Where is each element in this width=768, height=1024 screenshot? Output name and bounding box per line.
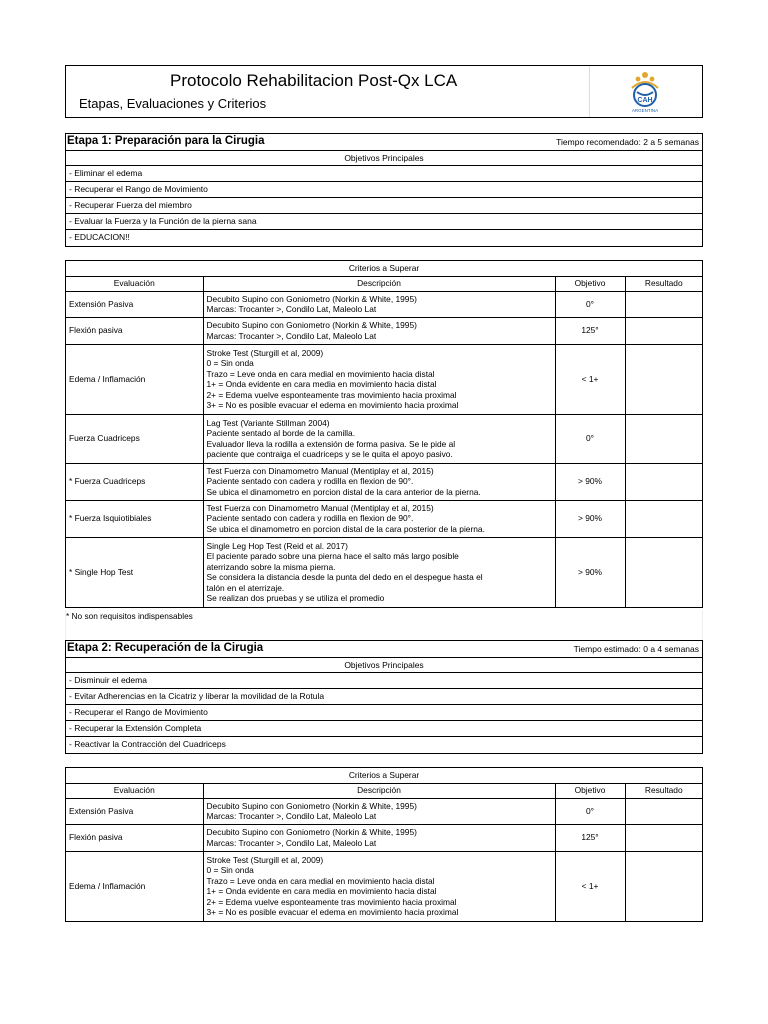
desc-cell: [203, 291, 555, 317]
desc-line: 0 = Sin onda: [206, 358, 254, 368]
desc-line: 3+ = No es posible evacuar el edema en movimiento hacia proximal: [206, 400, 459, 410]
objective-cell: < 1+: [555, 344, 625, 414]
stage1-objective-item: - Recuperar Fuerza del miembro: [66, 198, 702, 214]
result-cell[interactable]: [625, 291, 702, 317]
result-cell[interactable]: [625, 824, 702, 851]
eval-cell: Edema / Inflamación: [66, 344, 203, 414]
result-cell[interactable]: [625, 537, 702, 607]
table-header-row: [66, 276, 702, 291]
desc-cell: [203, 500, 555, 537]
stage2-title: Etapa 2: Recuperación de la Cirugia: [67, 642, 264, 654]
column-header: Evaluación: [66, 276, 203, 291]
table-row: [66, 344, 702, 414]
result-cell[interactable]: [625, 317, 702, 344]
desc-line: Decubito Supino con Goniometro (Norkin & White, 1995): [206, 800, 417, 811]
stage2-criteria-table: [66, 768, 702, 921]
column-header: Descripción: [203, 276, 555, 291]
column-header: Objetivo: [555, 783, 625, 798]
desc-cell: [203, 851, 555, 921]
desc-line: Decubito Supino con Goniometro (Norkin & White, 1995): [206, 320, 417, 330]
eval-cell: Extensión Pasiva: [66, 291, 203, 317]
column-header: Descripción: [203, 783, 555, 798]
desc-cell: [203, 414, 555, 463]
desc-line: Paciente sentado al borde de la camilla.: [206, 428, 356, 438]
desc-line: Paciente sentado con cadera y rodilla en flexion de 90°.: [206, 513, 414, 524]
stage1-title: Etapa 1: Preparación para la Cirugia: [67, 135, 265, 147]
logo-cell: [589, 66, 702, 117]
desc-line: Se considera la distancia desde la punta del dedo en el despegue hasta el: [206, 572, 483, 583]
stage1-header-row: [66, 134, 702, 151]
desc-cell: [203, 824, 555, 851]
desc-line: El paciente parado sobre una pierna hace el salto más largo posible: [206, 551, 459, 562]
table-row: [66, 500, 702, 537]
desc-line: aterrizando sobre la misma pierna.: [206, 561, 336, 572]
footnote: * No son requisitos indispensables: [66, 611, 193, 621]
column-header: Resultado: [625, 276, 702, 291]
desc-line: Evaluador lleva la rodilla a extensión de forma pasiva. Se le pide al: [206, 438, 456, 449]
objective-cell: > 90%: [555, 463, 625, 500]
desc-line: Se ubica el dinamometro en porcion distal de la cara posterior de la pierna.: [206, 523, 485, 534]
stage2-objective-item: - Recuperar la Extensión Completa: [66, 721, 702, 737]
table-row: [66, 798, 702, 824]
table-row: [66, 851, 702, 921]
desc-line: Decubito Supino con Goniometro (Norkin & White, 1995): [206, 293, 417, 304]
desc-line: Se realizan dos pruebas y se utiliza el promedio: [206, 593, 385, 604]
eval-cell: * Single Hop Test: [66, 537, 203, 607]
column-header: Evaluación: [66, 783, 203, 798]
eval-cell: Extensión Pasiva: [66, 798, 203, 824]
logo-subtext: ARGENTINA: [631, 108, 659, 113]
stage1-objective-item: - Eliminar el edema: [66, 166, 702, 182]
stage2-objective-item: - Disminuir el edema: [66, 673, 702, 689]
desc-cell: [203, 317, 555, 344]
stage1-objective-item: - Recuperar el Rango de Movimiento: [66, 182, 702, 198]
desc-line: Decubito Supino con Goniometro (Norkin & White, 1995): [206, 827, 417, 837]
desc-line: Marcas: Trocanter >, Condilo Lat, Maleolo Lat: [206, 811, 377, 821]
desc-line: 3+ = No es posible evacuar el edema en movimiento hacia proximal: [206, 907, 459, 918]
desc-line: 0 = Sin onda: [206, 865, 254, 876]
result-cell[interactable]: [625, 500, 702, 537]
stage2-criteria-block: [65, 767, 703, 922]
table-header-row: [66, 783, 702, 798]
result-cell[interactable]: [625, 798, 702, 824]
table-row: [66, 463, 702, 500]
desc-cell: [203, 344, 555, 414]
result-cell[interactable]: [625, 463, 702, 500]
desc-cell: [203, 798, 555, 824]
desc-line: Stroke Test (Sturgill et al, 2009): [206, 347, 324, 358]
stage2-objectives-header: Objetivos Principales: [66, 658, 702, 673]
desc-line: 1+ = Onda evidente en cara media en movimiento hacia distal: [206, 886, 437, 897]
table-row: [66, 291, 702, 317]
stage1-criteria-block: [65, 260, 703, 608]
desc-line: Se ubica el dinamometro en porcion distal de la cara anterior de la pierna.: [206, 486, 481, 497]
objective-cell: 0°: [555, 798, 625, 824]
objective-cell: 0°: [555, 414, 625, 463]
desc-line: 2+ = Edema vuelve esponteamente tras movimiento hacia proximal: [206, 896, 457, 907]
stage1-criteria-header: Criterios a Superar: [66, 261, 702, 276]
desc-line: Trazo = Leve onda en cara medial en movimiento hacia distal: [206, 875, 435, 886]
document-subtitle: Etapas, Evaluaciones y Criterios: [79, 96, 267, 111]
objective-cell: 125°: [555, 317, 625, 344]
desc-cell: [203, 463, 555, 500]
desc-cell: [203, 537, 555, 607]
desc-line: paciente que contraiga el cuadriceps y se le quita el apoyo pasivo.: [206, 449, 453, 459]
stage1-objectives-header: Objetivos Principales: [66, 151, 702, 166]
column-header: Resultado: [625, 783, 702, 798]
table-row: [66, 317, 702, 344]
stage2-objective-item: - Recuperar el Rango de Movimiento: [66, 705, 702, 721]
eval-cell: Flexión pasiva: [66, 317, 203, 344]
document-title: Protocolo Rehabilitacion Post-Qx LCA: [170, 71, 458, 90]
desc-line: Paciente sentado con cadera y rodilla en flexion de 90°.: [206, 476, 414, 487]
table-row: [66, 414, 702, 463]
table-row: [66, 537, 702, 607]
stage1-criteria-table: [66, 261, 702, 607]
desc-line: Stroke Test (Sturgill et al, 2009): [206, 854, 324, 865]
objective-cell: 0°: [555, 291, 625, 317]
desc-line: 1+ = Onda evidente en cara media en movimiento hacia distal: [206, 379, 437, 389]
stage2-header-row: [66, 641, 702, 658]
eval-cell: Fuerza Cuadriceps: [66, 414, 203, 463]
desc-line: Marcas: Trocanter >, Condilo Lat, Maleolo Lat: [206, 304, 377, 314]
stage1-objective-item: - Evaluar la Fuerza y la Función de la pierna sana: [66, 214, 702, 230]
document-header: [65, 65, 703, 118]
logo-text: CAH: [637, 97, 653, 104]
stage2-objectives-block: [65, 640, 703, 754]
eval-cell: * Fuerza Cuadriceps: [66, 463, 203, 500]
desc-line: talón en el aterrizaje.: [206, 582, 285, 593]
stage2-criteria-header: Criterios a Superar: [66, 768, 702, 783]
eval-cell: * Fuerza Isquiotibiales: [66, 500, 203, 537]
desc-line: Test Fuerza con Dinamometro Manual (Mentiplay et al, 2015): [206, 465, 434, 476]
table-row: [66, 824, 702, 851]
desc-line: Lag Test (Variante Stillman 2004): [206, 417, 330, 428]
objective-cell: 125°: [555, 824, 625, 851]
desc-line: 2+ = Edema vuelve esponteamente tras movimiento hacia proximal: [206, 389, 457, 400]
desc-line: Single Leg Hop Test (Reid et al. 2017): [206, 540, 348, 551]
desc-line: Test Fuerza con Dinamometro Manual (Mentiplay et al, 2015): [206, 502, 434, 513]
result-cell[interactable]: [625, 851, 702, 921]
objective-cell: > 90%: [555, 537, 625, 607]
objective-cell: > 90%: [555, 500, 625, 537]
eval-cell: Edema / Inflamación: [66, 851, 203, 921]
column-header: Objetivo: [555, 276, 625, 291]
desc-line: Marcas: Trocanter >, Condilo Lat, Maleolo Lat: [206, 330, 377, 341]
stage2-time: Tiempo estimado: 0 a 4 semanas: [573, 644, 699, 654]
stage2-objective-item: - Reactivar la Contracción del Cuadriceps: [69, 739, 226, 749]
stage1-objective-item: - EDUCACION!!: [69, 232, 130, 242]
stage2-objective-item: - Evitar Adherencias en la Cicatriz y liberar la movilidad de la Rotula: [66, 689, 702, 705]
cah-logo-icon: [628, 68, 662, 116]
stage1-objectives-block: [65, 133, 703, 247]
objective-cell: < 1+: [555, 851, 625, 921]
eval-cell: Flexión pasiva: [66, 824, 203, 851]
result-cell[interactable]: [625, 414, 702, 463]
result-cell[interactable]: [625, 344, 702, 414]
desc-line: Marcas: Trocanter >, Condilo Lat, Maleolo Lat: [206, 837, 377, 848]
stage1-time: Tiempo recomendado: 2 a 5 semanas: [556, 137, 699, 147]
desc-line: Trazo = Leve onda en cara medial en movimiento hacia distal: [206, 368, 435, 379]
